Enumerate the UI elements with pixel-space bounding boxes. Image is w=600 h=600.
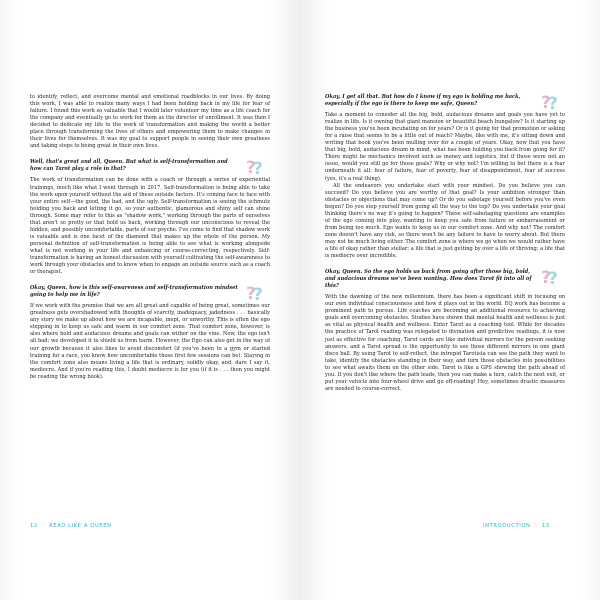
running-title: INTRODUCTION xyxy=(483,523,531,529)
question-block xyxy=(325,269,565,290)
question-block xyxy=(30,285,270,299)
heart-icon: ♡ xyxy=(40,523,47,529)
body-paragraph: Take a moment to consider all the big, bold, audacious dreams and goals you have yet to realize in life. Is it owning that giant mansion or beautiful beach bungalow? Is it starting up the business you've been incubating on for years? Or is it going for that promotion or asking for a raise that seems to be a little out of reach? Maybe, like with me, it's sitting down and writing that book you've been mulling over for a couple of years. Okay, now that you have that big, bold, audacious dream in mind, what has been holding you back from going for it? There might be mechanics involved such as money and logistics, but if those were not an issue, would you still go for those goals? Why or why not? I'm willing to bet there is a fear underneath it all: fear of failure, fear of poverty, fear of disappointment, fear of success (yes, it's a real thing). xyxy=(325,112,565,182)
question-heading: Well, that's great and all, Queen. But what is self-transformation and how can Tarot play a role in that? xyxy=(30,159,228,173)
question-marks-icon xyxy=(246,284,268,302)
running-title: READ LIKE A QUEEN xyxy=(49,523,112,529)
question-marks-icon xyxy=(541,268,563,286)
page-number: 13 xyxy=(541,523,550,529)
heart-icon: ♡ xyxy=(533,523,539,529)
question-marks-icon xyxy=(541,93,563,111)
body-paragraph: With the dawning of the new millennium, there has been a significant shift in focusing on our own individual consciousness and how it plays out in the world. EQ work has become a prominent path to pursue. Life coaches are becoming an additional resource to achieving goals and overcoming obstacles. Studies have shown that mental health and wellness is just as vital as physical health and wellness. Enter Tarot as a coaching tool. While for decades the practice of Tarot reading was relegated to divination and predictive readings, it is now just as effective for coaching. Tarot cards are like individual mirrors for the person seeking answers, and a Tarot spread is the opportunity to see those different mirrors in one giant disco ball. By using Tarot to self-reflect, the intrepid Tarotista can see the path they want to take, identify the obstacles standing in their way, and turn those obstacles into possibilities to see what awaits them on the other side. Tarot is like a GPS showing the path ahead of you. If you don't like where the path leads, then you can make a turn, catch the next exit, or put your vehicle into four-wheel drive and go off-roading! Hey, sometimes drastic measures are needed to course-correct. xyxy=(325,294,565,392)
body-paragraph: All the endeavors you undertake start with your mindset. Do you believe you can succeed? Do you believe you are worthy of that goal? Is your ambition stronger than obstacles or objections that may come up? Or do you sabotage yourself before you've even begun? Do you stop yourself from going all the way to the top? Do you undertake your goal thinking there's no way it's going to happen? These self-sabotaging questions are examples of the ego coming into play, wanting to keep you safe from failure or embarrassment or from being too much. Ego wants to keep us in our comfort zone. And why not? The comfort zone doesn't have any risk, so there won't be any failure to have to worry about. But there may not be much living either. The comfort zone is where we go when we would rather have a life of okay rather than stellar; a life that is just getting by over a life of thriving; a life that is mediocre over incredible. xyxy=(325,182,565,260)
right-footer xyxy=(483,523,550,529)
body-paragraph: The work of transformation can be done with a coach or through a series of experiential trainings, much like what I went through in 2017. Self-transformation is being able to take the work upon yourself without the aid of these outside factors. It's coming face to face with your entire self—the good, the bad, and the ugly. Self-transformation is seeing the schmutz holding you back and letting it go, so your authentic, glamorous and shiny self can shine through. Some may refer to this as "shadow work," working through the parts of ourselves that aren't so pretty or that hold us back, working through our unconscious to reveal the hidden, and possibly uncomfortable, parts of our psyche. I've come to find that shadow work is valuable and is one facet of the diamond that makes up the whole of the person. My personal definition of self-transformation is being able to see what is working alongside what is not working in your life and enhancing or course-correcting, respectively. Self-transformation is having an honest discussion with yourself cultivating the self-awareness to work through your obstacles and to know when to engage an outside source such as a coach or therapist. xyxy=(30,177,271,276)
question-block xyxy=(325,94,565,108)
question-heading: Okay, Queen. So the ego holds us back from going after those big, bold, and audacious dreams we've been wanting. How does Tarot fit into all of this? xyxy=(325,269,532,290)
left-page xyxy=(30,94,270,512)
question-block xyxy=(30,159,270,173)
body-paragraph: to identify, reflect, and overcome mental and emotional roadblocks in our lives. By doing this work, I was able to realize many ways I had been holding back in my life for fear of failure. I found this work so valuable that I would later volunteer my time as a life coach for the company and eventually go to work for them as the director of enrollment. It was then I decided to dedicate my life to the work of transformation and making the world a better place through transforming the lives of others and empowering them to make changes in their lives for themselves. It was my goal to support people in seeing their own greatness and taking steps to being great in their own lives. xyxy=(30,94,270,150)
body-paragraph: If we work with the premise that we are all great and capable of being great, sometimes our greatness gets overshadowed with thoughts of scarcity, inadequacy, jadedness . . . basically any story we make up about how we are incapable, inept, or unworthy. This is often the ego stepping in to keep us safe and warm in our comfort zone. That comfort zone, however, is also where bold and audacious dreams and goals can wither on the vine. Now, the ego isn't all bad; we developed it to shield us from harm. However, the Ego can also get in the way of our growth because it also likes to avoid discomfort (if you've been to a gym or started training for a race, you know how uncomfortable those first few sessions can be). Staying in the comfort zone also means living a life that is ordinary, solidly okay, and, dare I say it, mediocre. And if you're reading this, I doubt mediocre is for you (if it is . . . then you might be reading the wrong book). xyxy=(30,303,270,380)
page-number: 12 xyxy=(30,523,38,529)
question-heading: Okay, Queen, how is this self-awareness and self-transformation mindset going to help me in life? xyxy=(30,285,238,299)
question-marks-icon xyxy=(246,158,268,176)
right-page xyxy=(325,94,565,512)
left-footer xyxy=(30,523,112,529)
question-heading: Okay, I get all that. But how do I know if my ego is holding me back, especially if the ego is there to keep me safe, Queen? xyxy=(325,94,521,108)
